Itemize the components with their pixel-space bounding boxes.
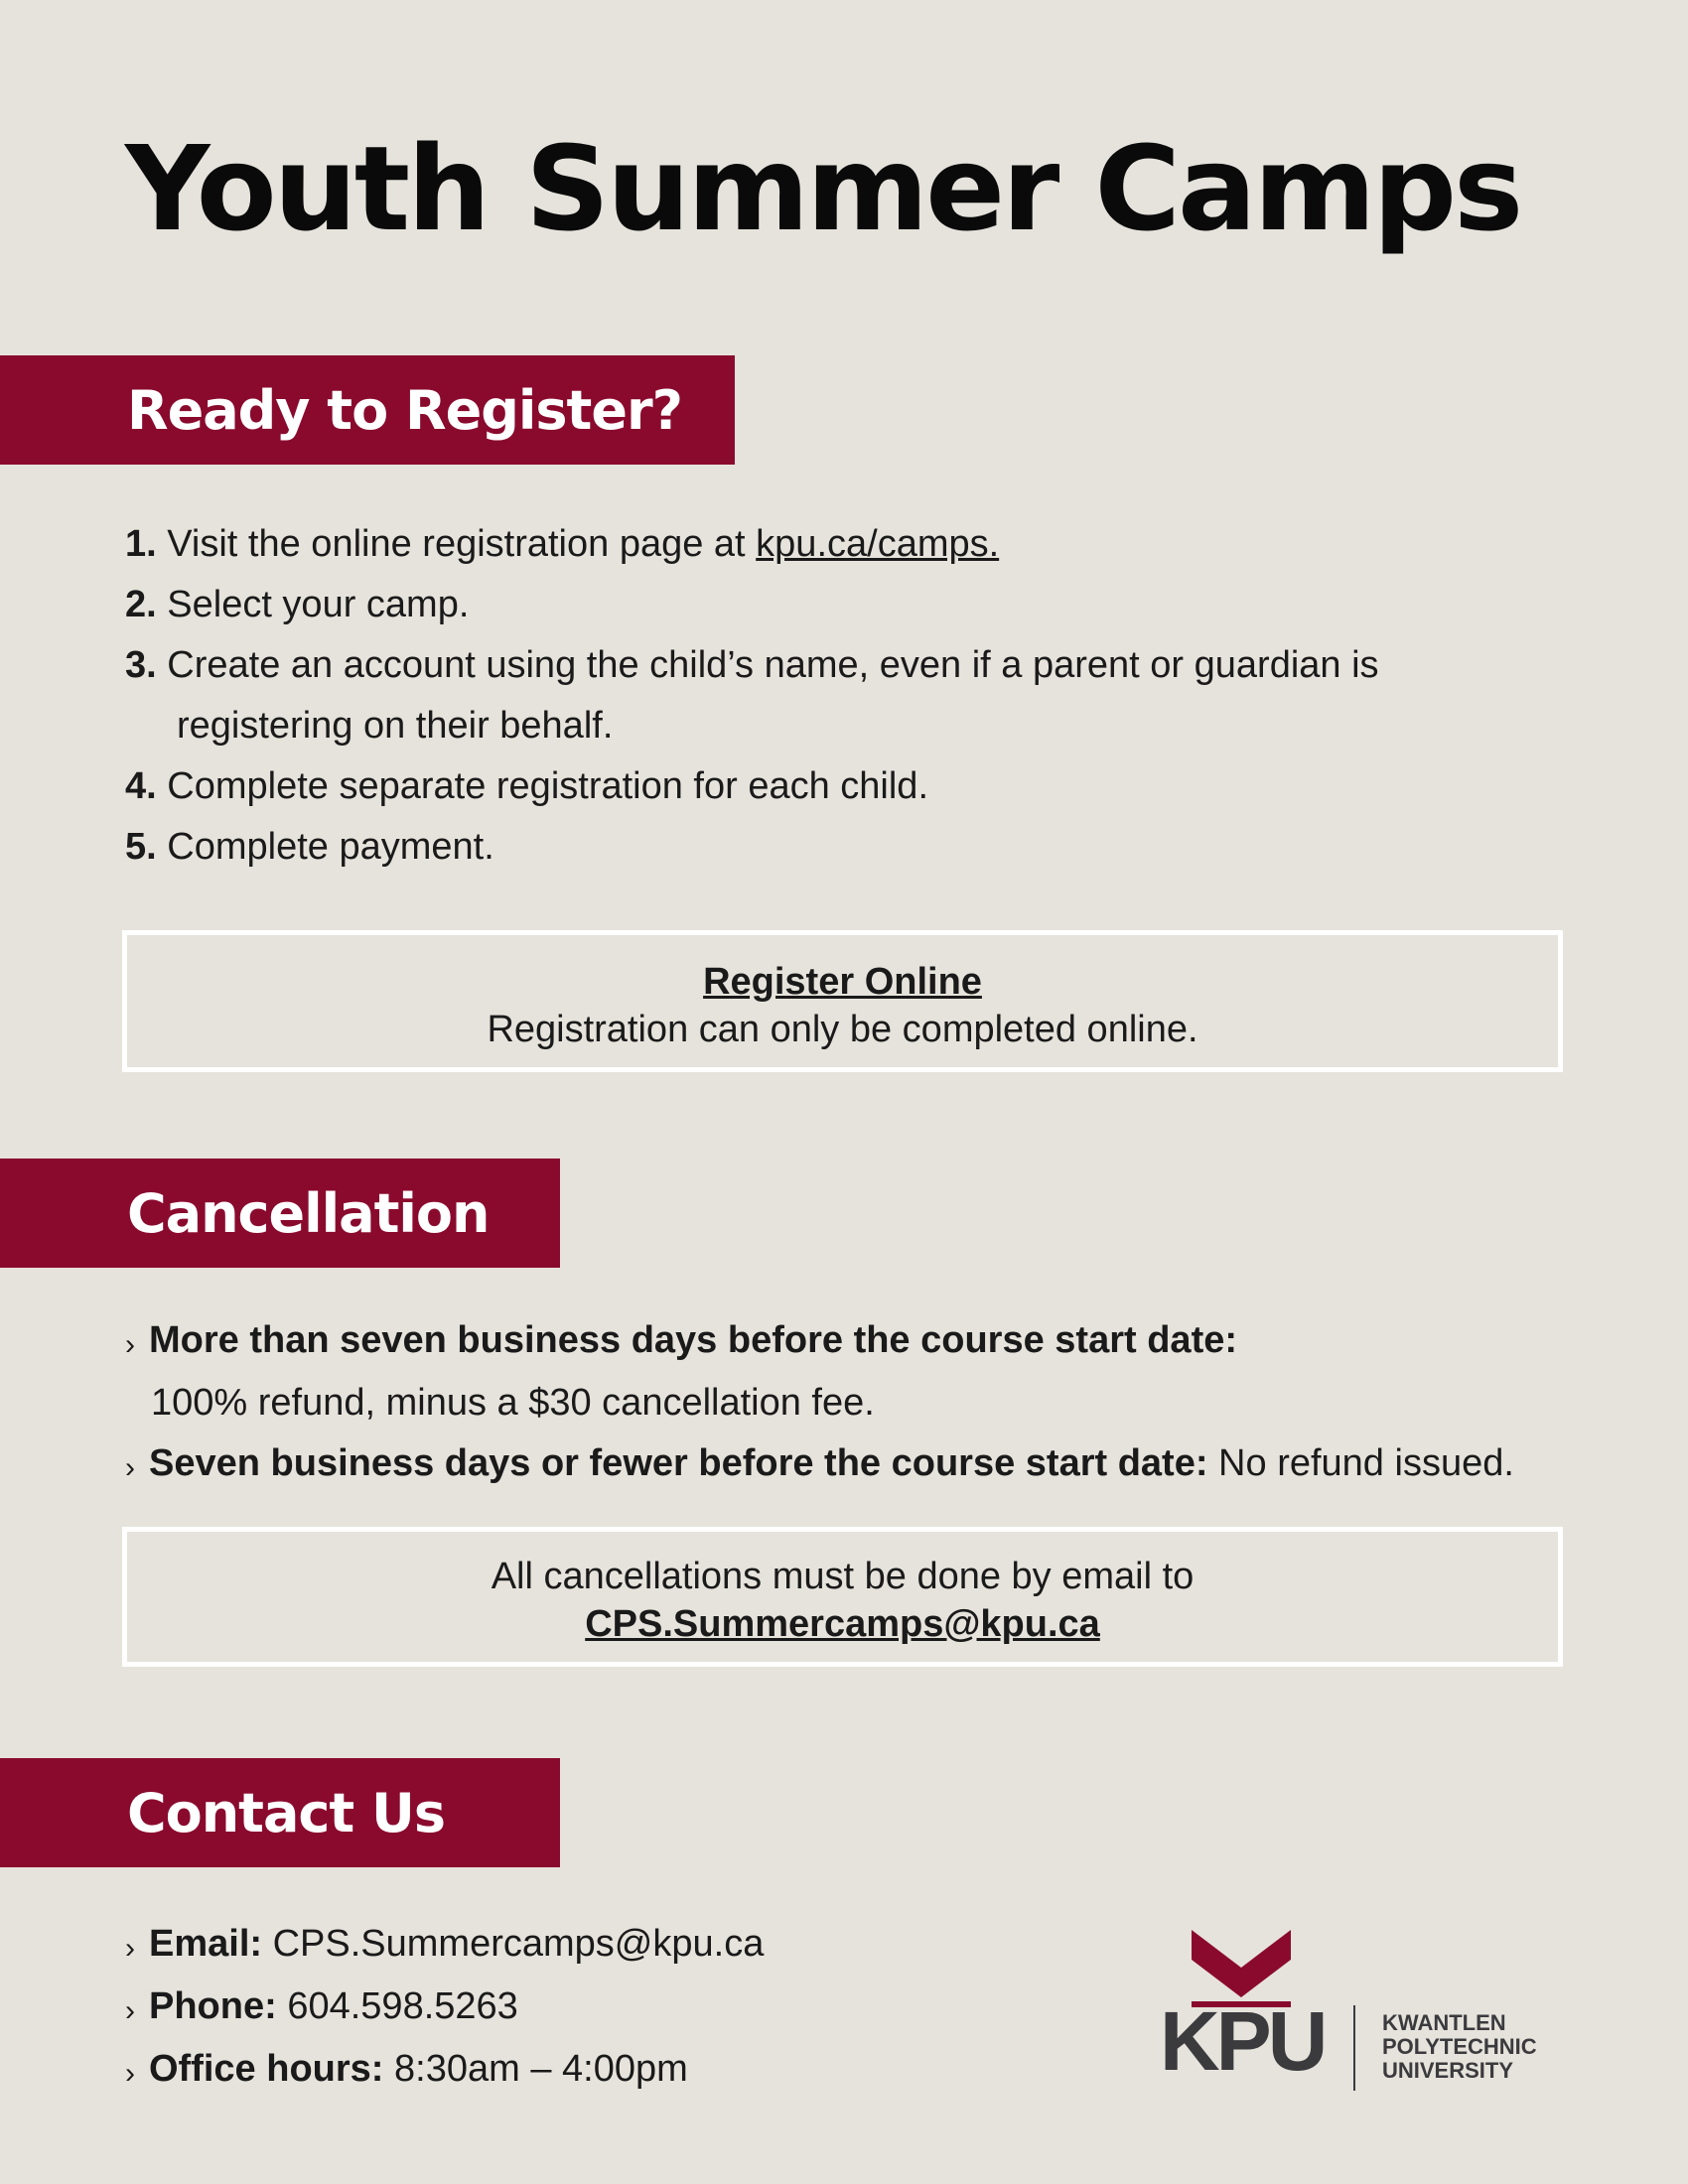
cancellation-heading-banner xyxy=(0,1159,560,1268)
step-text: Complete separate registration for each child. xyxy=(167,765,929,807)
policy-condition: More than seven business days before the course start date: xyxy=(149,1319,1238,1361)
register-online-note: Registration can only be completed online. xyxy=(487,1009,1198,1050)
policy-outcome: No refund issued. xyxy=(1207,1442,1514,1484)
step-text: Select your camp. xyxy=(167,584,470,625)
step-number: 4. xyxy=(125,765,157,807)
contact-label: Phone: xyxy=(149,1985,277,2027)
register-online-box xyxy=(122,930,1563,1072)
cancellation-email-box xyxy=(122,1527,1563,1667)
register-heading-banner xyxy=(0,355,735,465)
contact-value: 604.598.5263 xyxy=(276,1985,518,2027)
register-online-link[interactable]: Register Online xyxy=(703,961,982,1003)
logo-line: POLYTECHNIC xyxy=(1382,2034,1537,2059)
policy-outcome: 100% refund, minus a $30 cancellation fee. xyxy=(151,1382,875,1424)
kpu-logo-abbr: KPU xyxy=(1160,1994,1325,2088)
cancellation-heading: Cancellation xyxy=(127,1181,490,1245)
contact-label: Office hours: xyxy=(149,2048,384,2090)
step-item xyxy=(125,514,1535,575)
step-text: Create an account using the child’s name, even if a parent or guardian is xyxy=(167,644,1379,686)
list-item xyxy=(125,1433,1595,1496)
step-number: 3. xyxy=(125,644,157,686)
registration-steps xyxy=(125,514,1535,878)
step-number: 5. xyxy=(125,826,157,868)
list-item xyxy=(125,1310,1595,1433)
step-item xyxy=(125,575,1535,635)
step-item xyxy=(125,635,1535,756)
page-title: Youth Summer Camps xyxy=(125,120,1521,257)
register-heading: Ready to Register? xyxy=(127,378,682,442)
step-text-continued: registering on their behalf. xyxy=(177,705,614,747)
cancellation-email-link[interactable]: CPS.Summercamps@kpu.ca xyxy=(585,1603,1100,1645)
cancellation-policy-list xyxy=(125,1310,1595,1496)
contact-value[interactable]: CPS.Summercamps@kpu.ca xyxy=(262,1923,765,1965)
contact-value: 8:30am – 4:00pm xyxy=(383,2048,688,2090)
step-text: Visit the online registration page at xyxy=(167,523,757,565)
camps-page-link[interactable]: kpu.ca/camps. xyxy=(756,523,1000,565)
step-item xyxy=(125,756,1535,817)
contact-label: Email: xyxy=(149,1923,263,1965)
logo-divider xyxy=(1353,2005,1355,2091)
chevron-right-icon: › xyxy=(125,1328,135,1361)
logo-line: KWANTLEN xyxy=(1382,2010,1506,2035)
contact-heading: Contact Us xyxy=(127,1781,446,1844)
chevron-right-icon: › xyxy=(125,1994,135,2027)
contact-heading-banner xyxy=(0,1758,560,1867)
policy-condition: Seven business days or fewer before the course start date: xyxy=(149,1442,1208,1484)
step-number: 2. xyxy=(125,584,157,625)
kpu-logo xyxy=(1160,1926,1577,2095)
cancellation-email-note: All cancellations must be done by email to xyxy=(491,1556,1195,1597)
kpu-logo-wordmark xyxy=(1382,2011,1537,2083)
logo-line: UNIVERSITY xyxy=(1382,2058,1514,2083)
step-item xyxy=(125,817,1535,878)
chevron-right-icon: › xyxy=(125,2057,135,2090)
chevron-right-icon: › xyxy=(125,1932,135,1965)
step-text: Complete payment. xyxy=(167,826,494,868)
step-number: 1. xyxy=(125,523,157,565)
chevron-right-icon: › xyxy=(125,1451,135,1484)
